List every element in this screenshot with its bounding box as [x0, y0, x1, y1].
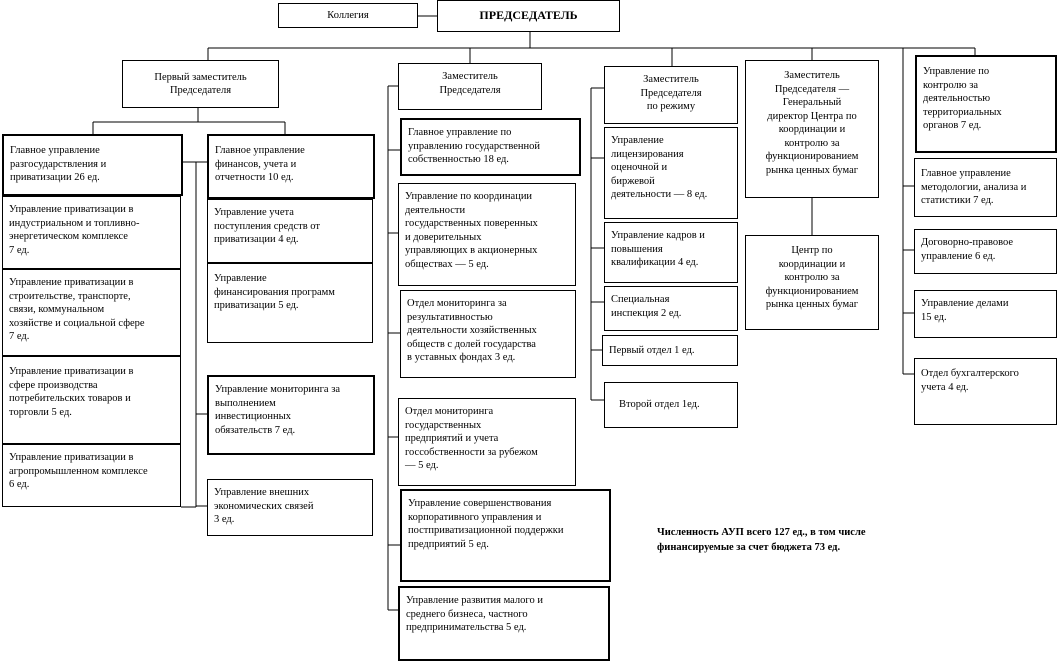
territorial-control-department-box: Управление по контролю за деятельностью территориальных органов 7 ед. [915, 55, 1057, 153]
regime-deputy-box: Заместитель Председателя по режиму [604, 66, 738, 124]
col1-unit-box: Главное управление разгосударствления и приватизации 26 ед. [2, 134, 183, 196]
col2-unit-box: Управление учета поступления средств от приватизации 4 ед. [207, 199, 373, 263]
first-deputy-box: Первый заместитель Председателя [122, 60, 279, 108]
col1-unit-box: Управление приватизации в строительстве, транспорте, связи, коммунальном хозяйстве и социальной сфере 7 ед. [2, 269, 181, 356]
col6-unit-box: Главное управление методологии, анализа и статистики 7 ед. [914, 158, 1057, 217]
col4-unit-box: Специальная инспекция 2 ед. [604, 286, 738, 331]
col3-unit-box: Отдел мониторинга государственных предприятий и учета госсобственности за рубежом — 5 ед. [398, 398, 576, 486]
col1-unit-box: Управление приватизации в сфере производства потребительских товаров и торговли 5 ед. [2, 356, 181, 444]
col5-centre-box: Центр по координации и контролю за функционированием рынка ценных бумаг [745, 235, 879, 330]
col2-unit-box: Управление финансирования программ приватизации 5 ед. [207, 263, 373, 343]
col3-unit-box: Главное управление по управлению государственной собственностью 18 ед. [400, 118, 581, 176]
col4-unit-box: Второй отдел 1ед. [604, 382, 738, 428]
col3-unit-box: Управление по координации деятельности государственных поверенных и доверительных управляющих в акционерных обществах — 5 ед. [398, 183, 576, 286]
collegium-box: Коллегия [278, 3, 418, 28]
col3-unit-box: Отдел мониторинга за результативностью деятельности хозяйственных обществ с долей государства в уставных фондах 3 ед. [400, 290, 576, 378]
col2-unit-box: Главное управление финансов, учета и отчетности 10 ед. [207, 134, 375, 199]
staff-count-note: Численность АУП всего 127 ед., в том числе финансируемые за счет бюджета 73 ед. [657, 527, 866, 553]
col4-unit-box: Управление кадров и повышения квалификации 4 ед. [604, 222, 738, 283]
col2-unit-box: Управление внешних экономических связей 3 ед. [207, 479, 373, 536]
col4-unit-box: Первый отдел 1 ед. [602, 335, 738, 366]
col6-unit-box: Отдел бухгалтерского учета 4 ед. [914, 358, 1057, 425]
col1-unit-box: Управление приватизации в агропромышленном комплексе 6 ед. [2, 444, 181, 507]
deputy-box: Заместитель Председателя [398, 63, 542, 110]
col2-unit-box: Управление мониторинга за выполнением инвестиционных обязательств 7 ед. [207, 375, 375, 455]
col4-unit-box: Управление лицензирования оценочной и биржевой деятельности — 8 ед. [604, 127, 738, 219]
col1-unit-box: Управление приватизации в индустриальном и топливно- энергетическом комплексе 7 ед. [2, 196, 181, 269]
col3-unit-box: Управление совершенствования корпоративного управления и постприватизационной поддержки предприятий 5 ед. [400, 489, 611, 582]
chairman-box: ПРЕДСЕДАТЕЛЬ [437, 0, 620, 32]
col3-unit-box: Управление развития малого и среднего бизнеса, частного предпринимательства 5 ед. [398, 586, 610, 661]
col6-unit-box: Договорно-правовое управление 6 ед. [914, 229, 1057, 274]
col6-unit-box: Управление делами 15 ед. [914, 290, 1057, 338]
general-director-deputy-box: Заместитель Председателя — Генеральный директор Центра по координации и контролю за функционированием рынка ценных бумаг [745, 60, 879, 198]
